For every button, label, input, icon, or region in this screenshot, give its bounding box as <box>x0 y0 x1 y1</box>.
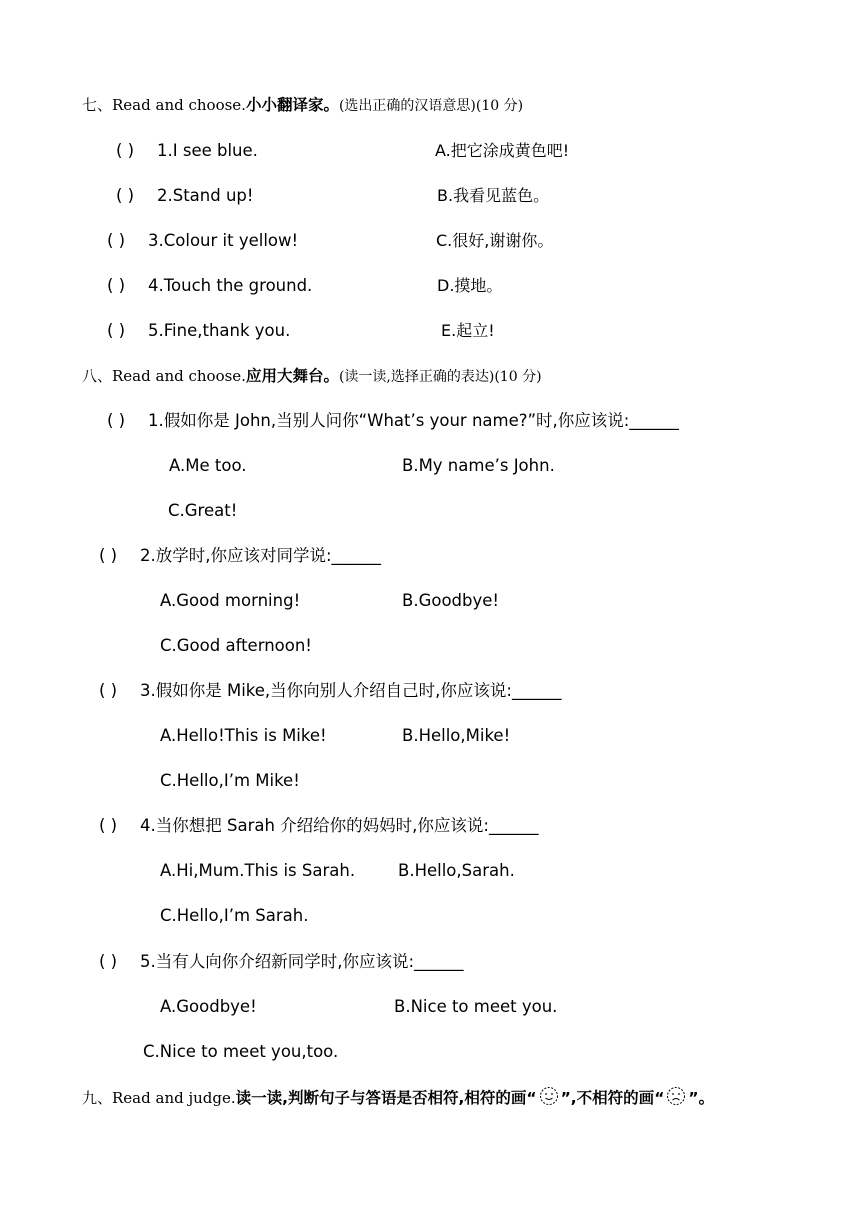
option-b: B.My name’s John. <box>402 456 555 475</box>
section-8-heading <box>82 365 542 388</box>
question-text: 4.Touch the ground. <box>148 276 313 295</box>
answer-blank[interactable]: ( ) <box>99 546 118 565</box>
question-text: 3.假如你是 Mike,当你向别人介绍自己时,你应该说:______ <box>140 681 562 700</box>
option-a: A.Goodbye! <box>160 997 257 1016</box>
option-a: A.Hi,Mum.This is Sarah. <box>160 861 356 880</box>
answer-blank[interactable]: ( ) <box>107 231 126 250</box>
question-text: 2.放学时,你应该对同学说:______ <box>140 546 382 565</box>
section-number: 九、 <box>82 1089 113 1107</box>
section-title-en: Read and choose. <box>112 96 246 114</box>
quote-open: “ <box>654 1089 665 1107</box>
section-title-cn: 应用大舞台。 <box>245 367 339 385</box>
question-text: 3.Colour it yellow! <box>148 231 299 250</box>
section-9-heading <box>82 1086 714 1112</box>
option-text: A.把它涂成黄色吧! <box>435 141 570 160</box>
section-note: (读一读,选择正确的表达)(10 分) <box>338 369 542 385</box>
smiley-face-icon <box>539 1086 559 1112</box>
section-instruction-2: ,不相符的画 <box>570 1089 655 1107</box>
option-b: B.Hello,Mike! <box>402 726 511 745</box>
section-7-heading <box>82 94 523 117</box>
option-a: A.Good morning! <box>160 591 301 610</box>
question-text: 1.假如你是 John,当别人问你“What’s your name?”时,你应该说:______ <box>148 411 679 430</box>
section-title-en: Read and choose. <box>112 367 246 385</box>
answer-blank[interactable]: ( ) <box>116 186 135 205</box>
answer-blank[interactable]: ( ) <box>107 321 126 340</box>
section-number: 八、 <box>82 367 113 385</box>
section-note: (选出正确的汉语意思)(10 分) <box>338 98 524 114</box>
option-c: C.Hello,I’m Sarah. <box>160 906 309 925</box>
quote-close: ” <box>560 1089 571 1107</box>
sad-face-icon <box>666 1086 686 1112</box>
answer-blank[interactable]: ( ) <box>99 952 118 971</box>
question-text: 4.当你想把 Sarah 介绍给你的妈妈时,你应该说:______ <box>140 816 539 835</box>
answer-blank[interactable]: ( ) <box>99 681 118 700</box>
question-text: 5.Fine,thank you. <box>148 321 291 340</box>
option-text: D.摸地。 <box>437 276 503 295</box>
section-title-cn: 小小翻译家。 <box>245 96 339 114</box>
option-text: C.很好,谢谢你。 <box>436 231 554 250</box>
section-end-mark: 。 <box>698 1089 715 1107</box>
quote-open: “ <box>526 1089 537 1107</box>
option-c: C.Great! <box>168 501 238 520</box>
option-c: C.Hello,I’m Mike! <box>160 771 300 790</box>
option-text: E.起立! <box>441 321 495 340</box>
answer-blank[interactable]: ( ) <box>116 141 135 160</box>
option-c: C.Nice to meet you,too. <box>143 1042 339 1061</box>
section-title-en: Read and judge. <box>112 1089 236 1107</box>
option-b: B.Nice to meet you. <box>394 997 558 1016</box>
answer-blank[interactable]: ( ) <box>107 276 126 295</box>
option-a: A.Me too. <box>169 456 247 475</box>
option-text: B.我看见蓝色。 <box>437 186 550 205</box>
section-number: 七、 <box>82 96 113 114</box>
answer-blank[interactable]: ( ) <box>107 411 126 430</box>
section-instruction-1: 读一读,判断句子与答语是否相符,相符的画 <box>235 1089 527 1107</box>
question-text: 1.I see blue. <box>157 141 258 160</box>
option-b: B.Goodbye! <box>402 591 500 610</box>
option-a: A.Hello!This is Mike! <box>160 726 327 745</box>
option-c: C.Good afternoon! <box>160 636 312 655</box>
option-b: B.Hello,Sarah. <box>398 861 515 880</box>
question-text: 2.Stand up! <box>157 186 254 205</box>
question-text: 5.当有人向你介绍新同学时,你应该说:______ <box>140 952 464 971</box>
answer-blank[interactable]: ( ) <box>99 816 118 835</box>
quote-close: ” <box>688 1089 699 1107</box>
